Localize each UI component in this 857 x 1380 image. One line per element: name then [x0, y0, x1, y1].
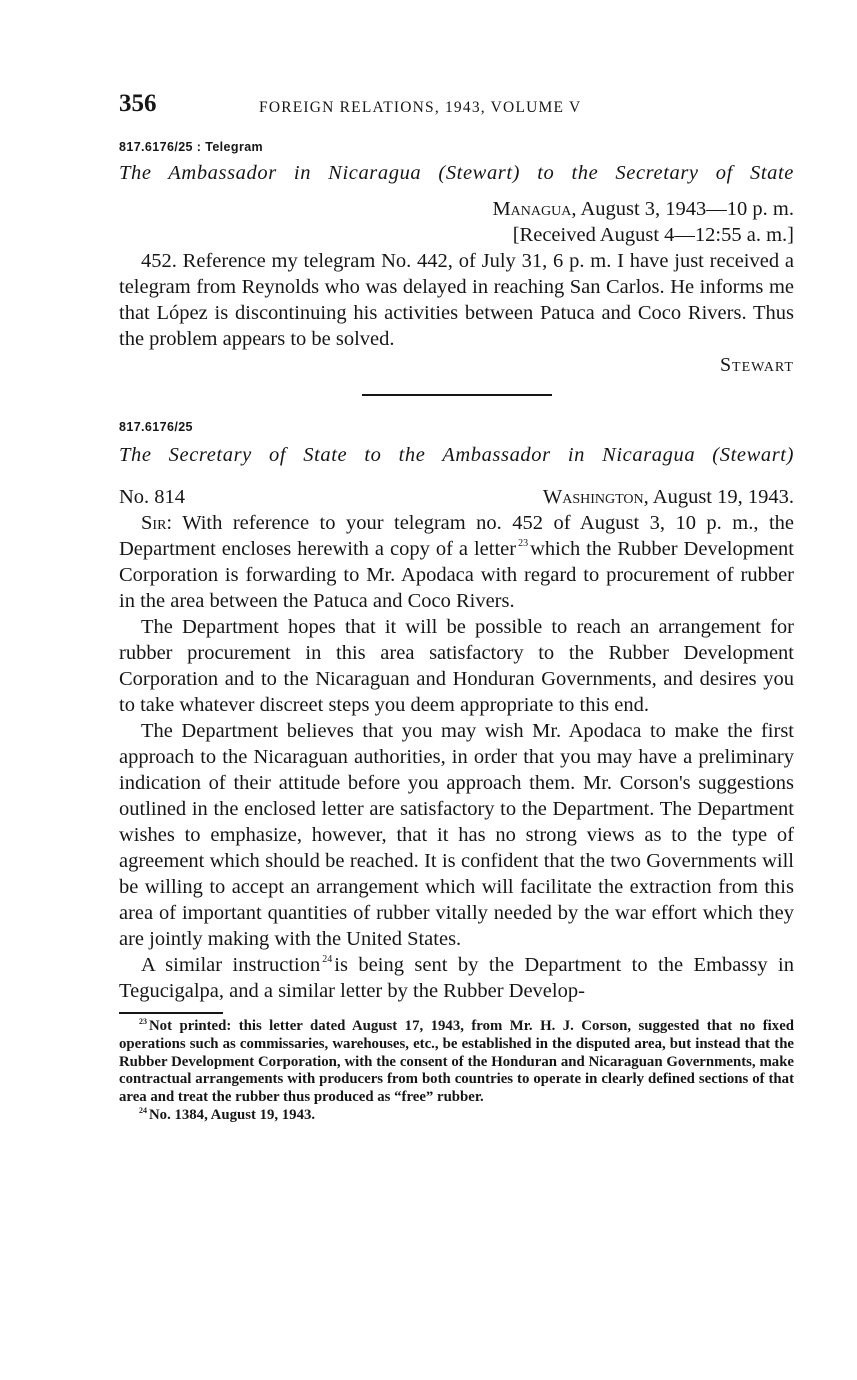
signature: Stewart: [719, 354, 794, 376]
document-heading: The Ambassador in Nicaragua (Stewart) to the Secretary of State: [119, 162, 794, 184]
instruction-number: No. 814: [119, 486, 186, 508]
footnote-mark: 24: [139, 1105, 147, 1115]
running-title: FOREIGN RELATIONS, 1943, VOLUME V: [259, 99, 582, 116]
footnote-reference: 23: [518, 538, 529, 549]
number-date-line: [119, 484, 794, 510]
dateline-place: Washington: [542, 486, 644, 508]
dateline-date: , August 3, 1943—10 p. m.: [571, 198, 794, 220]
paragraph: [119, 952, 794, 1004]
page-number: 356: [119, 90, 157, 117]
footnote-text: Not printed: this letter dated August 17, 1943, from Mr. H. J. Corson, suggested that no fixed operations such as commissaries, warehouses, etc., be established in the disputed area, but instead that the Rubber Development Corporation, with the consent of the Honduran and Nicaraguan Governments, make contractual arrangements with producers from both countries to operate in clearly defined sections of that area and treat the rubber thus produced as “free” rubber.: [119, 1018, 794, 1106]
dateline-date: , August 19, 1943.: [643, 486, 794, 508]
dateline: [119, 196, 794, 222]
footnote-rule: [119, 1012, 223, 1014]
footnote: [119, 1018, 794, 1107]
document-page: [119, 90, 794, 1125]
telegram-body: 452. Reference my telegram No. 442, of July 31, 6 p. m. I have just received a telegram from Reynolds who was delayed in reaching San Carlos. He informs me that López is discontinuing his activities between Patuca and Coco Rivers. Thus the problem appears to be solved.: [119, 250, 794, 350]
paragraph-text: : With reference to your telegram no. 452 of August 3, 10 p. m., the Department encloses herewith a copy of a letter: [119, 512, 794, 560]
file-reference: 817.6176/25: [119, 420, 193, 434]
footnote-reference: 24: [322, 954, 333, 965]
paragraph: The Department hopes that it will be possible to reach an arrangement for rubber procurement in this area satisfactory to the Rubber Development Corporation and to the Nicaraguan and Honduran Governments, and desires you to take whatever discreet steps you deem appropriate to this end.: [119, 616, 794, 716]
paragraph: The Department believes that you may wish Mr. Apodaca to make the first approach to the Nicaraguan authorities, in order that you may have a preliminary indication of their attitude before you approach them. Mr. Corson's suggestions outlined in the enclosed letter are satisfactory to the Department. The Department wishes to emphasize, however, that it has no strong views as to the type of agreement which should be reached. It is confident that the two Governments will be willing to accept an arrangement which will facilitate the extraction from this area of important quantities of rubber vitally needed by the war effort which they are jointly making with the United States.: [119, 720, 794, 950]
footnote: [119, 1107, 794, 1125]
footnote-text: No. 1384, August 19, 1943.: [149, 1106, 316, 1123]
dateline-place: Managua: [492, 198, 572, 220]
section-divider: [362, 394, 552, 396]
paragraph-text: A similar instruction: [141, 954, 321, 976]
paragraph-text: which the Rubber Development Corporation is forwarding to Mr. Apodaca with regard to procurement of rubber in the area between the Patuca and Coco Rivers.: [119, 538, 794, 612]
paragraph: [119, 510, 794, 614]
running-head: [119, 90, 794, 124]
footnote-mark: 23: [139, 1017, 147, 1026]
dateline: [543, 484, 794, 510]
paragraph-text: is being sent by the Department to the Embassy in Tegucigalpa, and a similar letter by the Rubber Develop-: [119, 954, 795, 1002]
received-line: [Received August 4—12:55 a. m.]: [512, 224, 794, 246]
salutation: Sir: [141, 512, 167, 534]
file-reference: 817.6176/25 : Telegram: [119, 140, 264, 154]
document-heading: The Secretary of State to the Ambassador in Nicaragua (Stewart): [119, 444, 794, 466]
